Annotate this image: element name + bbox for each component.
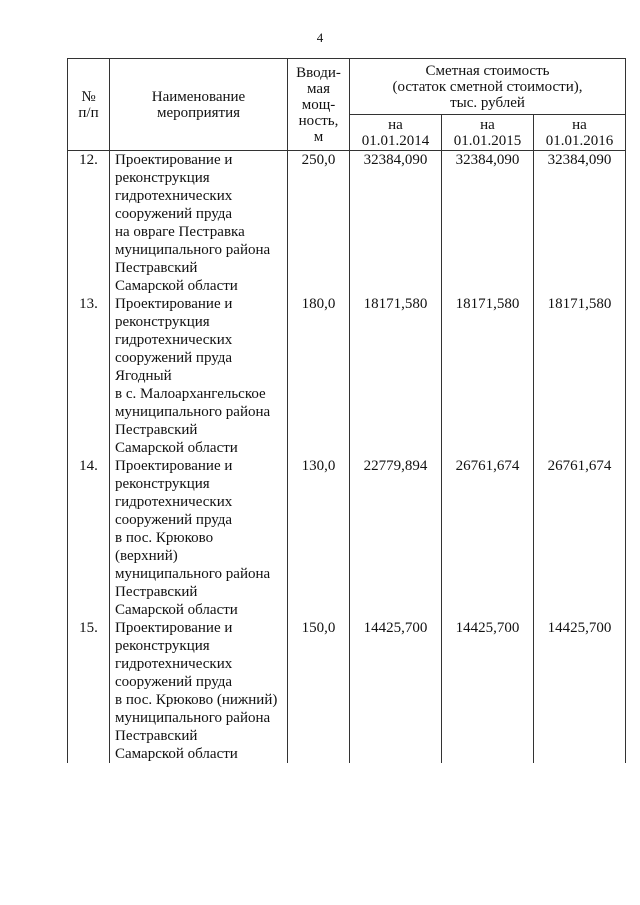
header-name-line: Наименование	[151, 88, 246, 105]
row-number: 15.	[68, 619, 110, 763]
row-name-line: реконструкция	[115, 638, 210, 654]
table-row	[68, 619, 626, 763]
row-capacity: 150,0	[288, 619, 350, 763]
row-name-line: муниципального района	[115, 566, 271, 582]
header-capacity-line: м	[313, 128, 324, 145]
row-name-line: на овраге Пестравка	[115, 224, 245, 240]
row-name-line: сооружений пруда	[115, 350, 233, 366]
row-name-line: Проектирование и	[115, 152, 233, 168]
row-cost-value: 14425,700	[442, 619, 534, 763]
row-name-line: Ягодный	[115, 368, 172, 384]
header-cost-group	[350, 59, 626, 115]
table-row	[68, 295, 626, 457]
estimate-table	[67, 58, 626, 763]
table-row	[68, 457, 626, 619]
row-cost-value: 18171,580	[442, 295, 534, 457]
header-number	[68, 59, 110, 151]
row-cost-value: 22779,894	[350, 457, 442, 619]
row-name-line: Пестравский	[115, 728, 198, 744]
row-name-line: Пестравский	[115, 422, 198, 438]
row-number: 14.	[68, 457, 110, 619]
row-name-line: гидротехнических	[115, 188, 233, 204]
row-name-line: муниципального района	[115, 404, 271, 420]
header-capacity	[288, 59, 350, 151]
row-name-line: гидротехнических	[115, 494, 233, 510]
row-name-line: в пос. Крюково (нижний)	[115, 692, 278, 708]
row-cost-value: 26761,674	[534, 457, 626, 619]
row-name-line: Проектирование и	[115, 620, 233, 636]
row-capacity: 180,0	[288, 295, 350, 457]
row-name-line: в пос. Крюково	[115, 530, 214, 546]
row-name-line: гидротехнических	[115, 332, 233, 348]
header-date-2014	[350, 115, 442, 151]
header-number-line: №	[81, 88, 96, 105]
row-name-line: Проектирование и	[115, 458, 233, 474]
page-number: 4	[316, 30, 324, 45]
row-cost-value: 32384,090	[534, 151, 626, 296]
row-name-line: Пестравский	[115, 584, 198, 600]
row-name	[110, 295, 288, 457]
table-row	[68, 151, 626, 296]
row-name-line: Самарской области	[115, 440, 238, 456]
row-cost-value: 18171,580	[350, 295, 442, 457]
header-cost-line: Сметная стоимость	[425, 62, 550, 79]
header-date-prefix: на	[388, 116, 403, 133]
row-name-line: сооружений пруда	[115, 206, 233, 222]
row-name-line: Пестравский	[115, 260, 198, 276]
row-name-line: Проектирование и	[115, 296, 233, 312]
row-name-line: сооружений пруда	[115, 674, 233, 690]
row-cost-value: 26761,674	[442, 457, 534, 619]
header-cost-line: тыс. рублей	[450, 94, 525, 111]
header-date-2015	[442, 115, 534, 151]
row-name-line: реконструкция	[115, 476, 210, 492]
header-capacity-line: Вводи-	[296, 64, 341, 81]
row-cost-value: 32384,090	[442, 151, 534, 296]
header-date-prefix: на	[480, 116, 495, 133]
row-name-line: гидротехнических	[115, 656, 233, 672]
row-name-line: Самарской области	[115, 746, 238, 762]
row-name-line: реконструкция	[115, 314, 210, 330]
header-capacity-line: мая	[307, 80, 330, 97]
row-capacity: 130,0	[288, 457, 350, 619]
header-date-value: 01.01.2015	[453, 132, 522, 149]
row-name-line: муниципального района	[115, 242, 271, 258]
row-name-line: сооружений пруда	[115, 512, 233, 528]
row-name-line: Самарской области	[115, 602, 238, 618]
row-cost-value: 14425,700	[350, 619, 442, 763]
header-capacity-line: ность,	[298, 112, 339, 129]
header-name-line: мероприятия	[156, 104, 241, 121]
row-name-line: муниципального района	[115, 710, 271, 726]
row-capacity: 250,0	[288, 151, 350, 296]
row-number: 13.	[68, 295, 110, 457]
row-cost-value: 18171,580	[534, 295, 626, 457]
header-date-value: 01.01.2016	[545, 132, 614, 149]
row-name-line: реконструкция	[115, 170, 210, 186]
row-name-line: (верхний)	[115, 548, 178, 564]
header-number-line: п/п	[78, 104, 99, 121]
header-name	[110, 59, 288, 151]
row-cost-value: 32384,090	[350, 151, 442, 296]
row-cost-value: 14425,700	[534, 619, 626, 763]
row-number: 12.	[68, 151, 110, 296]
table-body	[68, 151, 626, 764]
header-date-prefix: на	[572, 116, 587, 133]
header-date-2016	[534, 115, 626, 151]
header-capacity-line: мощ-	[301, 96, 336, 113]
row-name	[110, 457, 288, 619]
row-name	[110, 619, 288, 763]
row-name	[110, 151, 288, 296]
header-cost-line: (остаток сметной стоимости),	[392, 78, 583, 95]
row-name-line: Самарской области	[115, 278, 238, 294]
row-name-line: в с. Малоархангельское	[115, 386, 266, 402]
header-date-value: 01.01.2014	[361, 132, 430, 149]
